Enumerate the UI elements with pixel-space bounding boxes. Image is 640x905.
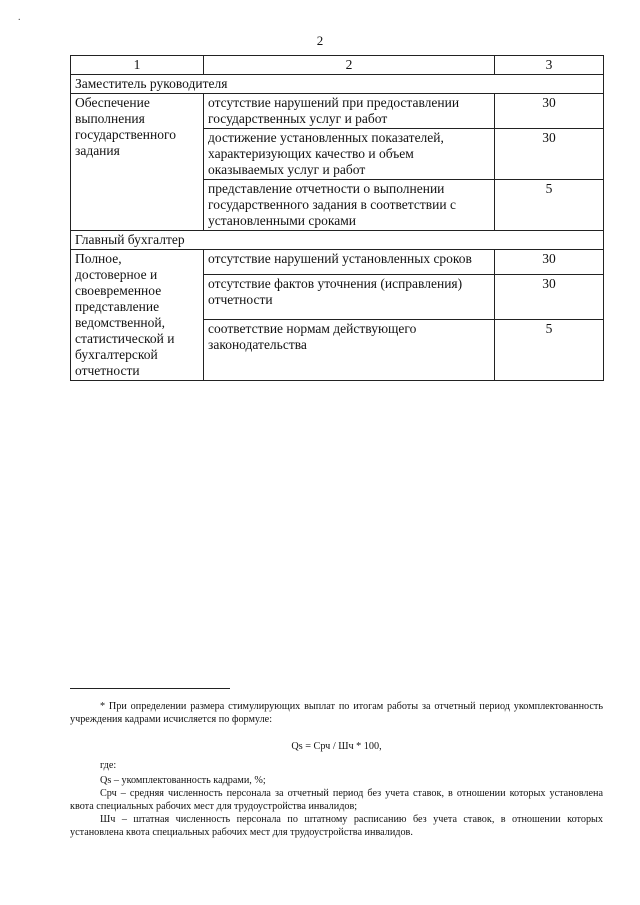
- footnote-where: где:: [100, 760, 117, 771]
- table-row: [71, 94, 604, 129]
- category-text: Полное, достоверное и своевременное представление ведомственной, статистической и бухгалтерской отчетности: [75, 251, 175, 378]
- criterion-cell: отсутствие нарушений при предоставлении государственных услуг и работ: [204, 94, 495, 129]
- page-number: 2: [316, 33, 324, 48]
- footnote-formula: Qs = Срч / Шч * 100,: [291, 741, 382, 752]
- criteria-table: [70, 55, 604, 381]
- value-cell: 30: [495, 129, 604, 180]
- section-title-chief-accountant: Главный бухгалтер: [71, 231, 604, 250]
- category-text: Обеспечение выполнения государственного задания: [75, 95, 176, 158]
- criterion-cell: отсутствие фактов уточнения (исправления) отчетности: [204, 274, 495, 319]
- table-header-row: [71, 56, 604, 75]
- criterion-cell: достижение установленных показателей, характеризующих качество и объем оказываемых услуг и работ: [204, 129, 495, 180]
- corner-mark: .: [18, 12, 21, 23]
- section-row-deputy: [71, 75, 604, 94]
- category-cell: [71, 94, 204, 231]
- value-cell: 30: [495, 250, 604, 275]
- footnote-definition-qs: Qs – укомплектованность кадрами, %;: [100, 775, 266, 786]
- value-cell: 5: [495, 320, 604, 381]
- footnote-separator: [70, 688, 230, 689]
- footnote-intro: * При определении размера стимулирующих выплат по итогам работы за отчетный период укомплектованность учреждения кадрами исчисляется по формуле:: [70, 701, 603, 725]
- criterion-cell: отсутствие нарушений установленных сроков: [204, 250, 495, 275]
- footnote: [70, 700, 603, 839]
- column-header-1: 1: [71, 56, 204, 75]
- category-cell: [71, 250, 204, 381]
- footnote-definition-shch: Шч – штатная численность персонала по штатному расписанию без учета ставок, в отношении которых установлена квота специальных рабочих мест для трудоустройства инвалидов.: [70, 814, 603, 838]
- value-cell: 30: [495, 94, 604, 129]
- value-cell: 30: [495, 274, 604, 319]
- table-row: [71, 250, 604, 275]
- footnote-definition-srch: Срч – средняя численность персонала за отчетный период без учета ставок, в отношении которых установлена квота специальных рабочих мест для трудоустройства инвалидов;: [70, 788, 603, 812]
- section-title-deputy: Заместитель руководителя: [71, 75, 604, 94]
- criterion-cell: соответствие нормам действующего законодательства: [204, 320, 495, 381]
- column-header-3: 3: [495, 56, 604, 75]
- section-row-chief-accountant: [71, 231, 604, 250]
- criterion-cell: представление отчетности о выполнении государственного задания в соответствии с установленными сроками: [204, 180, 495, 231]
- value-cell: 5: [495, 180, 604, 231]
- column-header-2: 2: [204, 56, 495, 75]
